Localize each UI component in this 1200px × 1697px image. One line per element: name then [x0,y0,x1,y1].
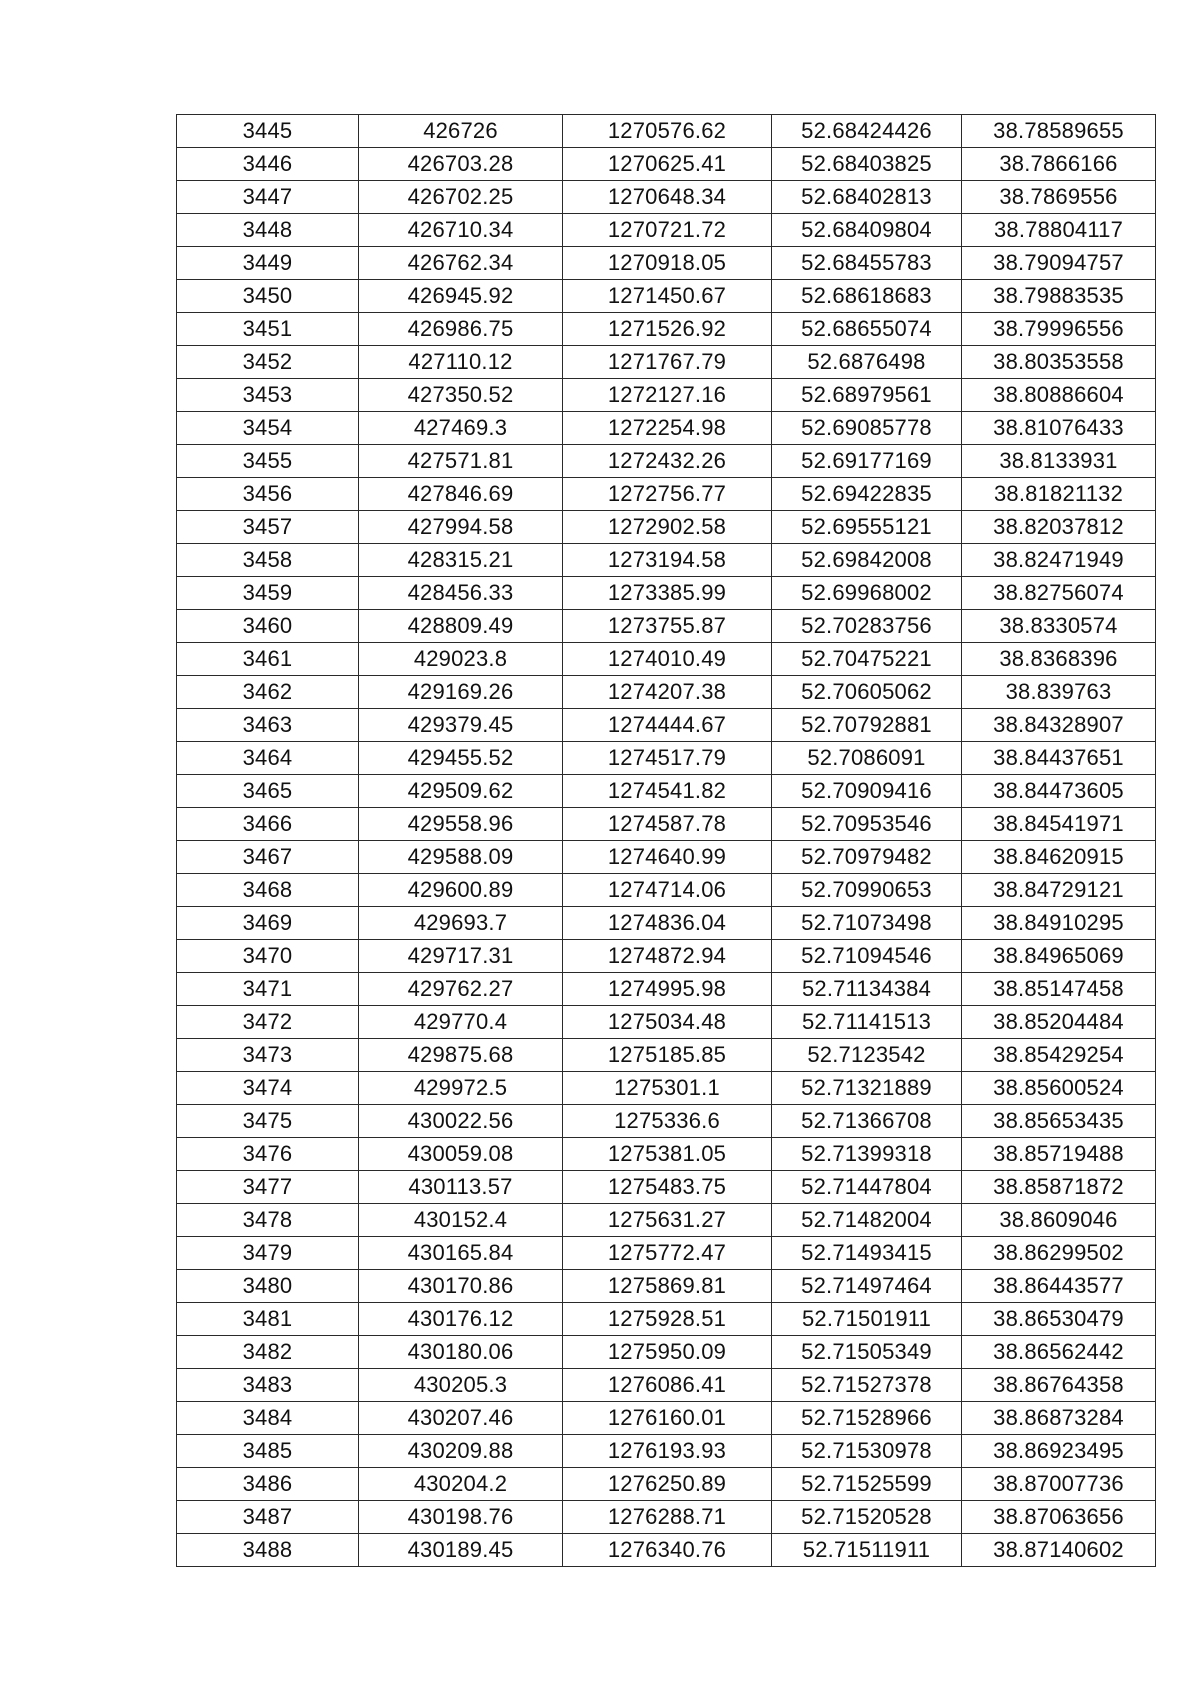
latitude-cell: 52.6876498 [772,346,962,379]
longitude-cell: 38.84620915 [962,841,1156,874]
latitude-cell: 52.71321889 [772,1072,962,1105]
longitude-cell: 38.79996556 [962,313,1156,346]
x-coordinate-cell: 426703.28 [359,148,563,181]
latitude-cell: 52.68979561 [772,379,962,412]
y-coordinate-cell: 1276160.01 [563,1402,772,1435]
table-row [177,1171,1156,1204]
table-row [177,1039,1156,1072]
point-number-cell: 3465 [177,775,359,808]
table-row [177,115,1156,148]
point-number-cell: 3469 [177,907,359,940]
table-body [177,115,1156,1567]
longitude-cell: 38.86923495 [962,1435,1156,1468]
point-number-cell: 3448 [177,214,359,247]
table-row [177,1237,1156,1270]
latitude-cell: 52.7123542 [772,1039,962,1072]
y-coordinate-cell: 1271450.67 [563,280,772,313]
latitude-cell: 52.71134384 [772,973,962,1006]
longitude-cell: 38.84437651 [962,742,1156,775]
longitude-cell: 38.87007736 [962,1468,1156,1501]
y-coordinate-cell: 1275928.51 [563,1303,772,1336]
table-row [177,775,1156,808]
table-row [177,907,1156,940]
longitude-cell: 38.86873284 [962,1402,1156,1435]
longitude-cell: 38.8609046 [962,1204,1156,1237]
point-number-cell: 3473 [177,1039,359,1072]
latitude-cell: 52.71447804 [772,1171,962,1204]
latitude-cell: 52.69085778 [772,412,962,445]
y-coordinate-cell: 1274587.78 [563,808,772,841]
latitude-cell: 52.71497464 [772,1270,962,1303]
y-coordinate-cell: 1270721.72 [563,214,772,247]
y-coordinate-cell: 1274541.82 [563,775,772,808]
latitude-cell: 52.71366708 [772,1105,962,1138]
x-coordinate-cell: 426986.75 [359,313,563,346]
table-row [177,280,1156,313]
x-coordinate-cell: 429717.31 [359,940,563,973]
x-coordinate-cell: 427350.52 [359,379,563,412]
latitude-cell: 52.71511911 [772,1534,962,1567]
x-coordinate-cell: 430165.84 [359,1237,563,1270]
point-number-cell: 3488 [177,1534,359,1567]
x-coordinate-cell: 430207.46 [359,1402,563,1435]
y-coordinate-cell: 1274010.49 [563,643,772,676]
x-coordinate-cell: 429972.5 [359,1072,563,1105]
table-row [177,676,1156,709]
latitude-cell: 52.71528966 [772,1402,962,1435]
x-coordinate-cell: 430204.2 [359,1468,563,1501]
latitude-cell: 52.71399318 [772,1138,962,1171]
longitude-cell: 38.82756074 [962,577,1156,610]
point-number-cell: 3453 [177,379,359,412]
longitude-cell: 38.82037812 [962,511,1156,544]
point-number-cell: 3484 [177,1402,359,1435]
x-coordinate-cell: 429169.26 [359,676,563,709]
y-coordinate-cell: 1275336.6 [563,1105,772,1138]
table-row [177,1072,1156,1105]
x-coordinate-cell: 426762.34 [359,247,563,280]
x-coordinate-cell: 428809.49 [359,610,563,643]
latitude-cell: 52.70605062 [772,676,962,709]
y-coordinate-cell: 1274444.67 [563,709,772,742]
y-coordinate-cell: 1270625.41 [563,148,772,181]
point-number-cell: 3472 [177,1006,359,1039]
table-row [177,742,1156,775]
y-coordinate-cell: 1275950.09 [563,1336,772,1369]
latitude-cell: 52.69842008 [772,544,962,577]
y-coordinate-cell: 1274872.94 [563,940,772,973]
point-number-cell: 3481 [177,1303,359,1336]
longitude-cell: 38.80353558 [962,346,1156,379]
longitude-cell: 38.84328907 [962,709,1156,742]
y-coordinate-cell: 1275301.1 [563,1072,772,1105]
y-coordinate-cell: 1276340.76 [563,1534,772,1567]
y-coordinate-cell: 1276250.89 [563,1468,772,1501]
longitude-cell: 38.8133931 [962,445,1156,478]
table-row [177,1435,1156,1468]
x-coordinate-cell: 426726 [359,115,563,148]
point-number-cell: 3477 [177,1171,359,1204]
latitude-cell: 52.69177169 [772,445,962,478]
latitude-cell: 52.71520528 [772,1501,962,1534]
latitude-cell: 52.71530978 [772,1435,962,1468]
point-number-cell: 3445 [177,115,359,148]
longitude-cell: 38.86562442 [962,1336,1156,1369]
point-number-cell: 3456 [177,478,359,511]
y-coordinate-cell: 1270648.34 [563,181,772,214]
point-number-cell: 3483 [177,1369,359,1402]
x-coordinate-cell: 429455.52 [359,742,563,775]
table-row [177,1501,1156,1534]
latitude-cell: 52.70909416 [772,775,962,808]
latitude-cell: 52.71493415 [772,1237,962,1270]
y-coordinate-cell: 1274836.04 [563,907,772,940]
longitude-cell: 38.87063656 [962,1501,1156,1534]
point-number-cell: 3463 [177,709,359,742]
point-number-cell: 3461 [177,643,359,676]
x-coordinate-cell: 430059.08 [359,1138,563,1171]
x-coordinate-cell: 430180.06 [359,1336,563,1369]
longitude-cell: 38.84910295 [962,907,1156,940]
longitude-cell: 38.7866166 [962,148,1156,181]
latitude-cell: 52.71073498 [772,907,962,940]
longitude-cell: 38.8368396 [962,643,1156,676]
point-number-cell: 3482 [177,1336,359,1369]
table-row [177,346,1156,379]
longitude-cell: 38.80886604 [962,379,1156,412]
x-coordinate-cell: 430189.45 [359,1534,563,1567]
longitude-cell: 38.85429254 [962,1039,1156,1072]
y-coordinate-cell: 1270918.05 [563,247,772,280]
point-number-cell: 3466 [177,808,359,841]
longitude-cell: 38.81821132 [962,478,1156,511]
y-coordinate-cell: 1272902.58 [563,511,772,544]
point-number-cell: 3464 [177,742,359,775]
y-coordinate-cell: 1275772.47 [563,1237,772,1270]
x-coordinate-cell: 429600.89 [359,874,563,907]
point-number-cell: 3470 [177,940,359,973]
latitude-cell: 52.71527378 [772,1369,962,1402]
longitude-cell: 38.85600524 [962,1072,1156,1105]
coordinate-table [176,114,1156,1567]
table-row [177,379,1156,412]
table-row [177,1270,1156,1303]
table-row [177,577,1156,610]
x-coordinate-cell: 428315.21 [359,544,563,577]
x-coordinate-cell: 429762.27 [359,973,563,1006]
point-number-cell: 3457 [177,511,359,544]
latitude-cell: 52.71141513 [772,1006,962,1039]
latitude-cell: 52.71505349 [772,1336,962,1369]
table-row [177,1303,1156,1336]
latitude-cell: 52.68424426 [772,115,962,148]
table-row [177,1105,1156,1138]
coordinate-table-container [176,114,1155,1567]
latitude-cell: 52.68655074 [772,313,962,346]
latitude-cell: 52.68403825 [772,148,962,181]
y-coordinate-cell: 1272254.98 [563,412,772,445]
longitude-cell: 38.84729121 [962,874,1156,907]
x-coordinate-cell: 429693.7 [359,907,563,940]
latitude-cell: 52.71094546 [772,940,962,973]
y-coordinate-cell: 1271767.79 [563,346,772,379]
longitude-cell: 38.82471949 [962,544,1156,577]
point-number-cell: 3462 [177,676,359,709]
longitude-cell: 38.86299502 [962,1237,1156,1270]
longitude-cell: 38.86764358 [962,1369,1156,1402]
table-row [177,1138,1156,1171]
table-row [177,808,1156,841]
x-coordinate-cell: 427994.58 [359,511,563,544]
x-coordinate-cell: 427571.81 [359,445,563,478]
y-coordinate-cell: 1273194.58 [563,544,772,577]
point-number-cell: 3487 [177,1501,359,1534]
point-number-cell: 3454 [177,412,359,445]
point-number-cell: 3478 [177,1204,359,1237]
latitude-cell: 52.68455783 [772,247,962,280]
x-coordinate-cell: 430170.86 [359,1270,563,1303]
point-number-cell: 3447 [177,181,359,214]
x-coordinate-cell: 430176.12 [359,1303,563,1336]
y-coordinate-cell: 1274517.79 [563,742,772,775]
latitude-cell: 52.70953546 [772,808,962,841]
point-number-cell: 3452 [177,346,359,379]
latitude-cell: 52.71525599 [772,1468,962,1501]
table-row [177,1468,1156,1501]
table-row [177,973,1156,1006]
longitude-cell: 38.85871872 [962,1171,1156,1204]
table-row [177,841,1156,874]
longitude-cell: 38.81076433 [962,412,1156,445]
y-coordinate-cell: 1275483.75 [563,1171,772,1204]
longitude-cell: 38.86443577 [962,1270,1156,1303]
table-row [177,181,1156,214]
x-coordinate-cell: 426702.25 [359,181,563,214]
table-row [177,643,1156,676]
point-number-cell: 3455 [177,445,359,478]
y-coordinate-cell: 1271526.92 [563,313,772,346]
point-number-cell: 3476 [177,1138,359,1171]
x-coordinate-cell: 428456.33 [359,577,563,610]
y-coordinate-cell: 1274207.38 [563,676,772,709]
longitude-cell: 38.84473605 [962,775,1156,808]
point-number-cell: 3449 [177,247,359,280]
point-number-cell: 3479 [177,1237,359,1270]
latitude-cell: 52.70283756 [772,610,962,643]
point-number-cell: 3471 [177,973,359,1006]
point-number-cell: 3460 [177,610,359,643]
point-number-cell: 3485 [177,1435,359,1468]
x-coordinate-cell: 430113.57 [359,1171,563,1204]
longitude-cell: 38.85653435 [962,1105,1156,1138]
table-row [177,247,1156,280]
latitude-cell: 52.70990653 [772,874,962,907]
y-coordinate-cell: 1275381.05 [563,1138,772,1171]
y-coordinate-cell: 1276288.71 [563,1501,772,1534]
point-number-cell: 3459 [177,577,359,610]
y-coordinate-cell: 1275185.85 [563,1039,772,1072]
table-row [177,1336,1156,1369]
table-row [177,148,1156,181]
longitude-cell: 38.79883535 [962,280,1156,313]
latitude-cell: 52.69555121 [772,511,962,544]
table-row [177,1534,1156,1567]
x-coordinate-cell: 429379.45 [359,709,563,742]
longitude-cell: 38.85719488 [962,1138,1156,1171]
y-coordinate-cell: 1272127.16 [563,379,772,412]
y-coordinate-cell: 1275034.48 [563,1006,772,1039]
y-coordinate-cell: 1274995.98 [563,973,772,1006]
x-coordinate-cell: 430205.3 [359,1369,563,1402]
y-coordinate-cell: 1274714.06 [563,874,772,907]
x-coordinate-cell: 427469.3 [359,412,563,445]
x-coordinate-cell: 429558.96 [359,808,563,841]
table-row [177,1006,1156,1039]
table-row [177,1204,1156,1237]
longitude-cell: 38.78589655 [962,115,1156,148]
y-coordinate-cell: 1276193.93 [563,1435,772,1468]
longitude-cell: 38.84965069 [962,940,1156,973]
table-row [177,313,1156,346]
x-coordinate-cell: 429509.62 [359,775,563,808]
table-row [177,1369,1156,1402]
y-coordinate-cell: 1274640.99 [563,841,772,874]
y-coordinate-cell: 1272756.77 [563,478,772,511]
point-number-cell: 3451 [177,313,359,346]
point-number-cell: 3467 [177,841,359,874]
x-coordinate-cell: 427846.69 [359,478,563,511]
latitude-cell: 52.68618683 [772,280,962,313]
y-coordinate-cell: 1273755.87 [563,610,772,643]
latitude-cell: 52.71501911 [772,1303,962,1336]
longitude-cell: 38.7869556 [962,181,1156,214]
x-coordinate-cell: 426945.92 [359,280,563,313]
x-coordinate-cell: 429770.4 [359,1006,563,1039]
table-row [177,412,1156,445]
longitude-cell: 38.78804117 [962,214,1156,247]
table-row [177,940,1156,973]
latitude-cell: 52.68402813 [772,181,962,214]
table-row [177,544,1156,577]
longitude-cell: 38.79094757 [962,247,1156,280]
x-coordinate-cell: 430198.76 [359,1501,563,1534]
x-coordinate-cell: 430152.4 [359,1204,563,1237]
table-row [177,478,1156,511]
point-number-cell: 3486 [177,1468,359,1501]
y-coordinate-cell: 1275631.27 [563,1204,772,1237]
latitude-cell: 52.70979482 [772,841,962,874]
y-coordinate-cell: 1275869.81 [563,1270,772,1303]
x-coordinate-cell: 426710.34 [359,214,563,247]
latitude-cell: 52.71482004 [772,1204,962,1237]
x-coordinate-cell: 429588.09 [359,841,563,874]
latitude-cell: 52.68409804 [772,214,962,247]
point-number-cell: 3480 [177,1270,359,1303]
longitude-cell: 38.86530479 [962,1303,1156,1336]
latitude-cell: 52.7086091 [772,742,962,775]
point-number-cell: 3475 [177,1105,359,1138]
longitude-cell: 38.84541971 [962,808,1156,841]
point-number-cell: 3458 [177,544,359,577]
latitude-cell: 52.69968002 [772,577,962,610]
longitude-cell: 38.87140602 [962,1534,1156,1567]
table-row [177,1402,1156,1435]
point-number-cell: 3468 [177,874,359,907]
point-number-cell: 3446 [177,148,359,181]
point-number-cell: 3450 [177,280,359,313]
table-row [177,709,1156,742]
x-coordinate-cell: 430209.88 [359,1435,563,1468]
table-row [177,511,1156,544]
latitude-cell: 52.69422835 [772,478,962,511]
x-coordinate-cell: 427110.12 [359,346,563,379]
longitude-cell: 38.85147458 [962,973,1156,1006]
point-number-cell: 3474 [177,1072,359,1105]
table-row [177,445,1156,478]
y-coordinate-cell: 1270576.62 [563,115,772,148]
latitude-cell: 52.70475221 [772,643,962,676]
x-coordinate-cell: 429023.8 [359,643,563,676]
x-coordinate-cell: 429875.68 [359,1039,563,1072]
y-coordinate-cell: 1276086.41 [563,1369,772,1402]
table-row [177,214,1156,247]
y-coordinate-cell: 1272432.26 [563,445,772,478]
latitude-cell: 52.70792881 [772,709,962,742]
longitude-cell: 38.85204484 [962,1006,1156,1039]
table-row [177,610,1156,643]
x-coordinate-cell: 430022.56 [359,1105,563,1138]
longitude-cell: 38.839763 [962,676,1156,709]
longitude-cell: 38.8330574 [962,610,1156,643]
table-row [177,874,1156,907]
y-coordinate-cell: 1273385.99 [563,577,772,610]
